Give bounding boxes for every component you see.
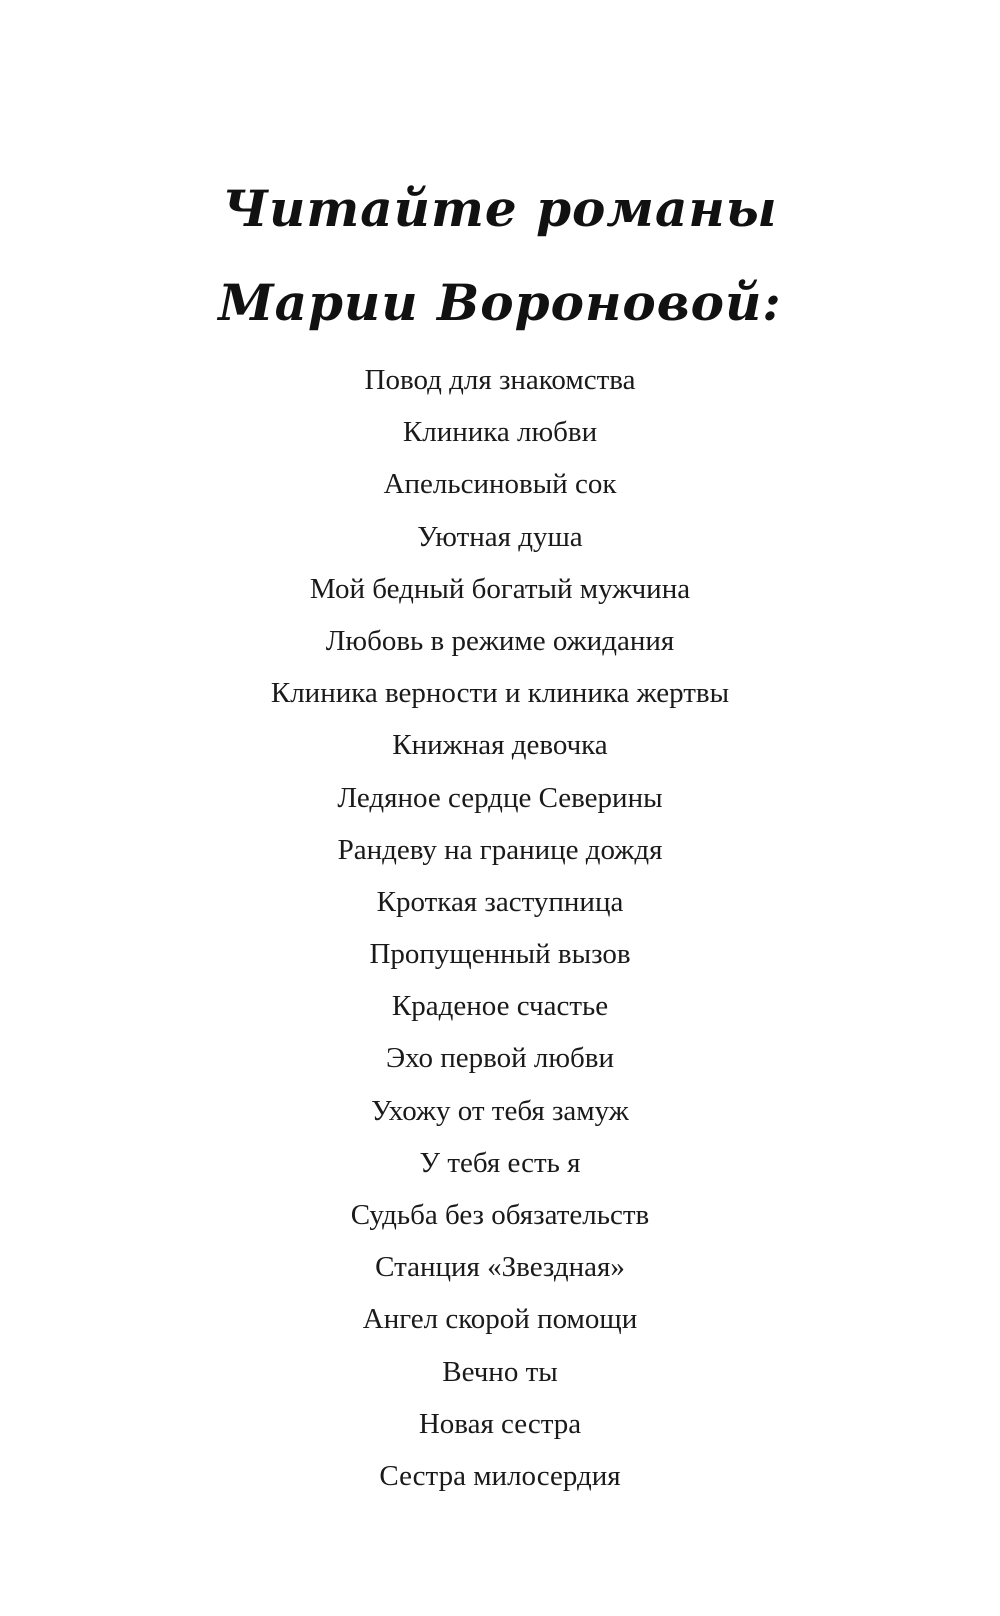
book-title: Мой бедный богатый мужчина	[309, 572, 691, 605]
book-title: Клиника любви	[402, 416, 598, 449]
book-title: Ухожу от тебя замуж	[371, 1094, 629, 1127]
book-title: Рандеву на границе дождя	[337, 833, 663, 866]
book-title: Кроткая заступница	[376, 885, 624, 918]
book-title: Вечно ты	[442, 1355, 558, 1388]
book-title: Апельсиновый сок	[383, 468, 617, 501]
book-title: Станция «Звездная»	[375, 1251, 625, 1284]
book-title: Пропущенный вызов	[369, 938, 631, 971]
heading-line-2: Марии Вороновой:	[218, 272, 782, 332]
book-title: У тебя есть я	[419, 1146, 581, 1179]
book-title: Новая сестра	[418, 1407, 582, 1440]
book-list	[0, 354, 1000, 1502]
book-title: Любовь в режиме ожидания	[325, 624, 675, 657]
book-title: Ангел скорой помощи	[362, 1303, 638, 1336]
book-title: Судьба без обязательств	[350, 1199, 650, 1231]
book-title: Эхо первой любви	[385, 1042, 615, 1075]
book-title: Краденое счастье	[391, 990, 609, 1023]
book-title: Книжная девочка	[392, 729, 608, 762]
book-title: Повод для знакомства	[364, 364, 636, 396]
book-title: Уютная душа	[417, 520, 583, 553]
book-title: Сестра милосердия	[379, 1459, 621, 1492]
heading-line-1: Читайте романы	[222, 178, 778, 238]
book-title: Ледяное сердце Северины	[337, 781, 663, 814]
page-heading	[0, 162, 1000, 350]
book-title: Клиника верности и клиника жертвы	[270, 677, 730, 710]
